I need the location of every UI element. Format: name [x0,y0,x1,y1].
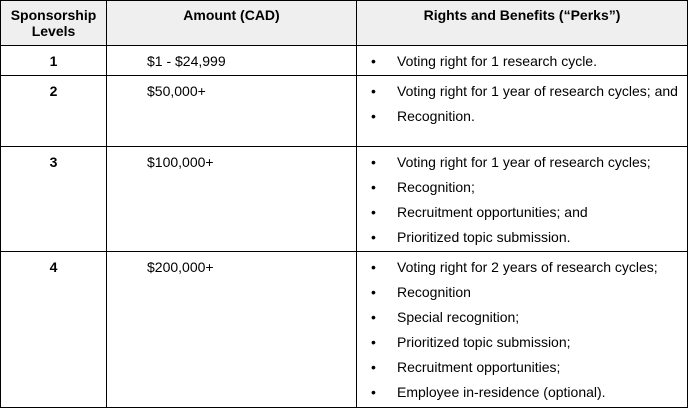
header-perks: Rights and Benefits (“Perks”) [357,1,688,46]
bullet-icon: • [371,259,376,275]
table-row [1,76,688,147]
perk-list [357,252,687,406]
level-cell: 1 [1,46,107,76]
bullet-icon: • [371,284,376,300]
perk-item [357,309,683,325]
perk-text: Voting right for 2 years of research cycles; [397,259,658,275]
perk-text: Recognition. [397,108,475,124]
header-amount: Amount (CAD) [107,1,357,46]
bullet-icon: • [371,384,376,400]
header-row [1,1,688,46]
perk-list [357,46,687,75]
perk-item [357,284,683,300]
perk-text: Voting right for 1 research cycle. [397,53,597,69]
perk-item [357,179,683,195]
level-cell: 4 [1,252,107,408]
perks-cell [357,252,688,408]
bullet-icon: • [371,309,376,325]
perk-text: Recognition [397,284,471,300]
perk-item [357,108,683,124]
table-row [1,147,688,252]
perk-text: Prioritized topic submission. [397,229,571,245]
perk-item [357,259,683,275]
perk-text: Recruitment opportunities; and [397,204,588,220]
header-sponsorship-levels: Sponsorship Levels [1,1,107,46]
perk-item [357,384,683,400]
perk-text: Voting right for 1 year of research cycles; [397,154,651,170]
amount-cell: $1 - $24,999 [107,46,357,76]
perks-cell [357,46,688,76]
perk-text: Voting right for 1 year of research cycles; and [397,83,678,99]
perk-text: Recognition; [397,179,475,195]
perk-item [357,359,683,375]
amount-cell: $200,000+ [107,252,357,408]
level-cell: 3 [1,147,107,252]
perk-item [357,53,683,69]
amount-cell: $100,000+ [107,147,357,252]
perk-item [357,334,683,350]
perk-item [357,204,683,220]
perks-cell [357,147,688,252]
table-row [1,252,688,408]
perk-item [357,154,683,170]
bullet-icon: • [371,154,376,170]
perk-list [357,76,687,130]
amount-cell: $50,000+ [107,76,357,147]
perk-text: Prioritized topic submission; [397,334,571,350]
perk-text: Recruitment opportunities; [397,359,561,375]
table-row [1,46,688,76]
perk-item [357,83,683,99]
perk-text: Special recognition; [397,309,520,325]
bullet-icon: • [371,229,376,245]
bullet-icon: • [371,83,376,99]
perk-text: Employee in-residence (optional). [397,384,606,400]
perk-item [357,229,683,245]
bullet-icon: • [371,179,376,195]
bullet-icon: • [371,108,376,124]
perks-cell [357,76,688,147]
bullet-icon: • [371,204,376,220]
bullet-icon: • [371,334,376,350]
bullet-icon: • [371,53,376,69]
level-cell: 2 [1,76,107,147]
perk-list [357,147,687,251]
bullet-icon: • [371,359,376,375]
